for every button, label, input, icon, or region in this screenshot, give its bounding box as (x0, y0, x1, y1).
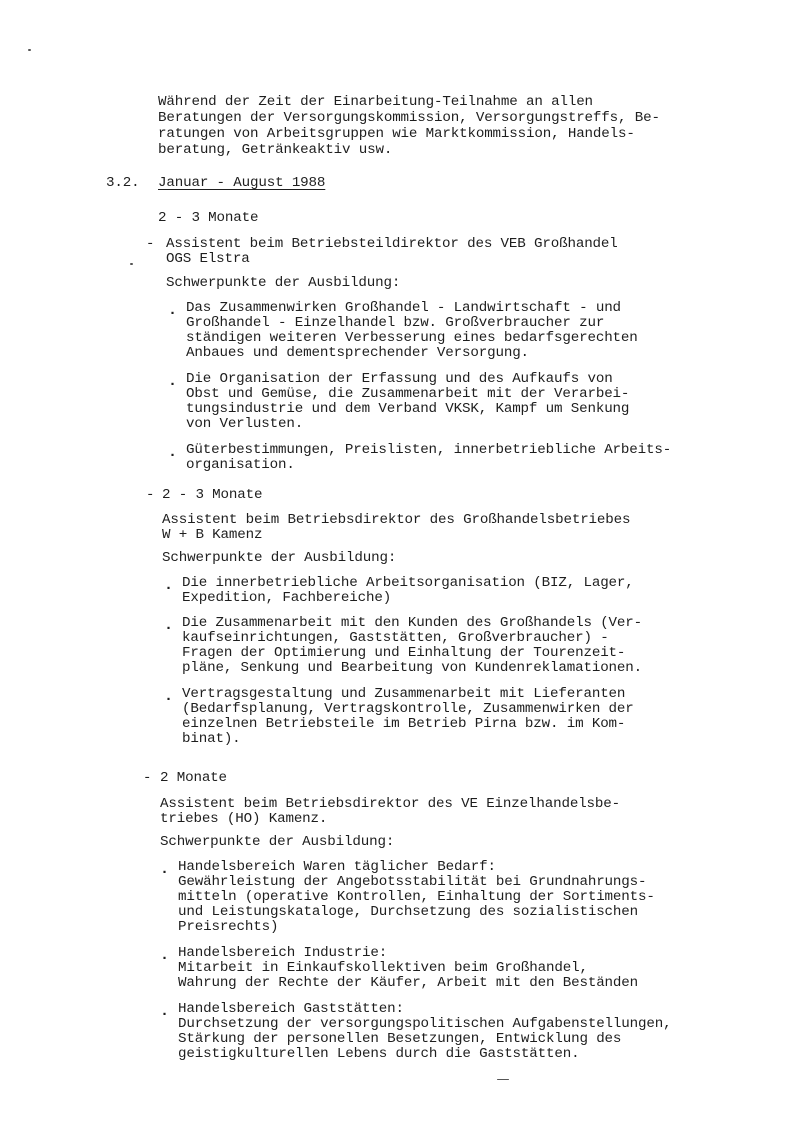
bullet-marker: . (160, 1003, 170, 1020)
list-item-line: mitteln (operative Kontrollen, Einhaltung der Sortiments- (178, 889, 655, 905)
list-item-line: (Bedarfsplanung, Vertragskontrolle, Zusammenwirken der (182, 701, 634, 717)
list-item-line: Obst und Gemüse, die Zusammenarbeit mit der Verarbei- (186, 386, 630, 402)
dash-marker: - (146, 236, 155, 252)
list-item-line: Handelsbereich Gaststätten: (178, 1001, 404, 1017)
scan-speck (130, 263, 133, 265)
list-item-line: pläne, Senkung und Bearbeitung von Kundenreklamationen. (182, 660, 643, 676)
list-item-line: Großhandel - Einzelhandel bzw. Großverbraucher zur (186, 315, 605, 331)
list-item-line: Handelsbereich Industrie: (178, 945, 388, 961)
list-item-line: Expedition, Fachbereiche) (182, 590, 392, 606)
bullet-marker: . (164, 688, 174, 705)
list-item-line: Gewährleistung der Angebotsstabilität bei Grundnahrungs- (178, 874, 647, 890)
list-item-line: Vertragsgestaltung und Zusammenarbeit mit Lieferanten (182, 686, 626, 702)
list-item-line: Handelsbereich Waren täglicher Bedarf: (178, 859, 496, 875)
list-item-line: Güterbestimmungen, Preislisten, innerbetriebliche Arbeits- (186, 442, 672, 458)
list-item-line: tungsindustrie und dem Verband VKSK, Kampf um Senkung (186, 401, 630, 417)
position-line: triebes (HO) Kamenz. (160, 811, 328, 827)
focus-heading: Schwerpunkte der Ausbildung: (162, 550, 397, 566)
list-item-line: Wahrung der Rechte der Käufer, Arbeit mit den Beständen (178, 975, 639, 991)
list-item-line: ständigen weiteren Verbesserung eines bedarfsgerechten (186, 330, 638, 346)
scan-speck (497, 1079, 509, 1080)
bullet-marker: . (164, 617, 174, 634)
list-item-line: Die Organisation der Erfassung und des Aufkaufs von (186, 371, 613, 387)
intro-line: Während der Zeit der Einarbeitung-Teilnahme an allen (158, 94, 593, 110)
position-line: Assistent beim Betriebsteildirektor des VEB Großhandel (166, 236, 618, 252)
dash-marker: - (143, 770, 152, 786)
duration: 2 - 3 Monate (158, 210, 259, 226)
position-line: Assistent beim Betriebsdirektor des VE Einzelhandelsbe- (160, 796, 621, 812)
list-item-line: kaufseinrichtungen, Gaststätten, Großverbraucher) - (182, 630, 609, 646)
list-item-line: Die Zusammenarbeit mit den Kunden des Großhandels (Ver- (182, 615, 643, 631)
list-item-line: und Leistungskataloge, Durchsetzung des sozialistischen (178, 904, 639, 920)
focus-heading: Schwerpunkte der Ausbildung: (166, 275, 401, 291)
list-item-line: geistigkulturellen Lebens durch die Gaststätten. (178, 1046, 580, 1062)
list-item-line: Durchsetzung der versorgungspolitischen Aufgabenstellungen, (178, 1016, 672, 1032)
list-item-line: Anbaues und dementsprechender Versorgung. (186, 345, 529, 361)
position-line: OGS Elstra (166, 251, 250, 267)
bullet-marker: . (168, 373, 178, 390)
bullet-marker: . (168, 302, 178, 319)
list-item-line: Mitarbeit in Einkaufskollektiven beim Großhandel, (178, 960, 588, 976)
list-item-line: von Verlusten. (186, 416, 304, 432)
section-number: 3.2. (106, 175, 140, 191)
intro-line: ratungen von Arbeitsgruppen wie Marktkommission, Handels- (158, 126, 635, 142)
list-item-line: Fragen der Optimierung und Einhaltung der Tourenzeit- (182, 645, 626, 661)
bullet-marker: . (168, 444, 178, 461)
duration: 2 - 3 Monate (162, 487, 263, 503)
list-item-line: binat). (182, 731, 241, 747)
focus-heading: Schwerpunkte der Ausbildung: (160, 834, 395, 850)
intro-line: Beratungen der Versorgungskommission, Versorgungstreffs, Be- (158, 110, 660, 126)
scan-speck (28, 49, 31, 51)
bullet-marker: . (160, 947, 170, 964)
list-item-line: Stärkung der personellen Besetzungen, Entwicklung des (178, 1031, 622, 1047)
section-title: Januar - August 1988 (158, 175, 326, 191)
list-item-line: Das Zusammenwirken Großhandel - Landwirtschaft - und (186, 300, 621, 316)
bullet-marker: . (160, 861, 170, 878)
list-item-line: Die innerbetriebliche Arbeitsorganisation (BIZ, Lager, (182, 575, 634, 591)
dash-marker: - (146, 487, 155, 503)
position-line: Assistent beim Betriebsdirektor des Großhandelsbetriebes (162, 512, 631, 528)
list-item-line: Preisrechts) (178, 919, 279, 935)
list-item-line: organisation. (186, 457, 295, 473)
bullet-marker: . (164, 577, 174, 594)
intro-line: beratung, Getränkeaktiv usw. (158, 142, 393, 158)
position-line: W + B Kamenz (162, 527, 263, 543)
list-item-line: einzelnen Betriebsteile im Betrieb Pirna bzw. im Kom- (182, 716, 626, 732)
duration: 2 Monate (160, 770, 227, 786)
